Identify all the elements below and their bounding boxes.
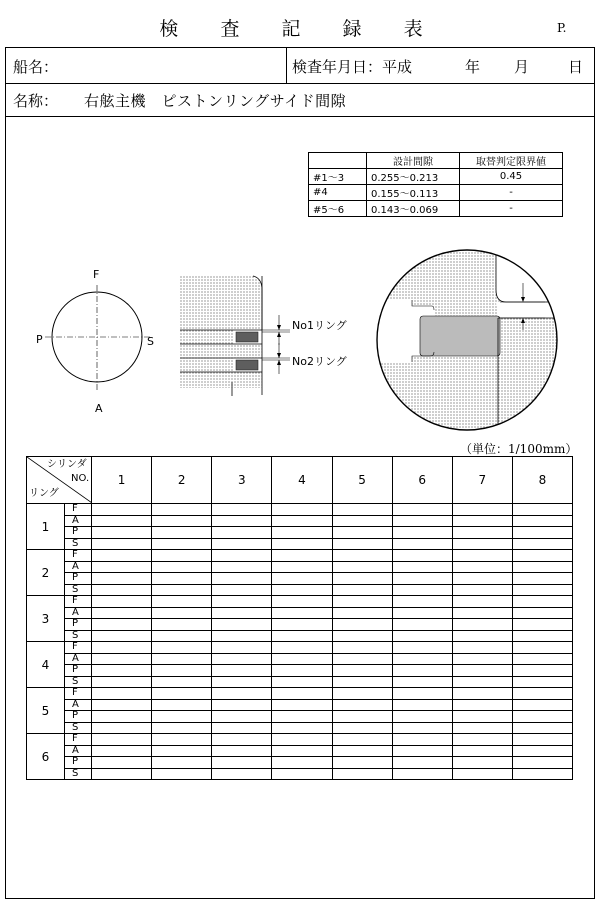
position-cell: A: [65, 515, 92, 527]
measurement-cell[interactable]: [512, 734, 572, 746]
measurement-cell[interactable]: [92, 688, 152, 700]
measurement-cell[interactable]: [332, 665, 392, 677]
measurement-cell[interactable]: [92, 550, 152, 562]
ring-number-cell: 1: [27, 504, 65, 550]
measurement-cell[interactable]: [512, 596, 572, 608]
measurement-cell[interactable]: [512, 699, 572, 711]
measurement-cell[interactable]: [452, 515, 512, 527]
measurement-cell[interactable]: [212, 653, 272, 665]
measurement-cell[interactable]: [212, 768, 272, 780]
ring-label: リング: [29, 488, 59, 499]
table-row: [27, 665, 573, 677]
ring-number-cell: 4: [27, 642, 65, 688]
measurement-cell[interactable]: [212, 642, 272, 654]
position-cell: P: [65, 665, 92, 677]
measurement-cell[interactable]: [392, 711, 452, 723]
position-cell: F: [65, 688, 92, 700]
measurement-cell[interactable]: [392, 630, 452, 642]
measurement-cell[interactable]: [392, 504, 452, 516]
table-row: [27, 561, 573, 573]
measurement-cell[interactable]: [272, 596, 332, 608]
measurement-cell[interactable]: [452, 665, 512, 677]
measurement-cell[interactable]: [332, 584, 392, 596]
measurement-cell[interactable]: [512, 504, 572, 516]
measurement-cell[interactable]: [92, 515, 152, 527]
measurement-cell[interactable]: [152, 745, 212, 757]
measurement-cell[interactable]: [332, 630, 392, 642]
measurement-cell[interactable]: [512, 676, 572, 688]
table-row: [27, 573, 573, 585]
measurement-cell[interactable]: [272, 607, 332, 619]
measurement-cell[interactable]: [212, 711, 272, 723]
measurement-cell[interactable]: [392, 619, 452, 631]
measurement-grid: [26, 456, 573, 780]
measurement-cell[interactable]: [212, 607, 272, 619]
measurement-cell[interactable]: [512, 619, 572, 631]
measurement-cell[interactable]: [92, 607, 152, 619]
measurement-cell[interactable]: [212, 561, 272, 573]
measurement-cell[interactable]: [452, 550, 512, 562]
measurement-cell[interactable]: [332, 699, 392, 711]
cylinder-header: 6: [392, 457, 452, 504]
measurement-cell[interactable]: [392, 561, 452, 573]
piston-ring-diagram: [0, 0, 600, 440]
measurement-cell[interactable]: [212, 515, 272, 527]
table-row: [27, 584, 573, 596]
measurement-cell[interactable]: [452, 596, 512, 608]
inspection-date-label: 検査年月日：平成: [292, 58, 413, 76]
name-value: 右舷主機 ピストンリングサイド間隙: [84, 92, 347, 110]
measurement-cell[interactable]: [452, 757, 512, 769]
table-row: [27, 699, 573, 711]
direction-starboard: S: [147, 335, 154, 348]
position-cell: P: [65, 711, 92, 723]
position-cell: P: [65, 619, 92, 631]
measurement-cell[interactable]: [332, 538, 392, 550]
table-row: [27, 607, 573, 619]
spec-cell: 0.143～0.069: [367, 201, 460, 217]
measurement-cell[interactable]: [332, 550, 392, 562]
measurement-cell[interactable]: [152, 676, 212, 688]
measurement-cell[interactable]: [92, 504, 152, 516]
measurement-cell[interactable]: [332, 607, 392, 619]
measurement-cell[interactable]: [212, 665, 272, 677]
measurement-cell[interactable]: [152, 722, 212, 734]
measurement-cell[interactable]: [92, 711, 152, 723]
measurement-cell[interactable]: [272, 630, 332, 642]
measurement-cell[interactable]: [212, 527, 272, 539]
unit-note: （単位：1/100mm）: [460, 442, 578, 456]
page-title: 検 査 記 録 表: [159, 18, 441, 40]
measurement-cell[interactable]: [212, 596, 272, 608]
position-cell: F: [65, 504, 92, 516]
position-cell: P: [65, 757, 92, 769]
table-row: [27, 550, 573, 562]
measurement-cell[interactable]: [512, 561, 572, 573]
measurement-cell[interactable]: [392, 538, 452, 550]
measurement-cell[interactable]: [392, 688, 452, 700]
measurement-cell[interactable]: [212, 619, 272, 631]
detail-magnified-view: [370, 240, 570, 440]
table-row: [27, 757, 573, 769]
cylinder-label: シリンダ: [47, 459, 87, 470]
measurement-cell[interactable]: [332, 642, 392, 654]
measurement-cell[interactable]: [452, 584, 512, 596]
measurement-cell[interactable]: [152, 653, 212, 665]
table-row: [27, 619, 573, 631]
measurement-cell[interactable]: [272, 573, 332, 585]
ring-number-cell: 2: [27, 550, 65, 596]
measurement-cell[interactable]: [392, 642, 452, 654]
ship-name-label: 船名：: [13, 58, 59, 76]
measurement-cell[interactable]: [512, 768, 572, 780]
measurement-cell[interactable]: [152, 630, 212, 642]
table-row: [27, 596, 573, 608]
measurement-cell[interactable]: [152, 550, 212, 562]
measurement-cell[interactable]: [512, 653, 572, 665]
measurement-cell[interactable]: [152, 757, 212, 769]
measurement-cell[interactable]: [92, 573, 152, 585]
cylinder-header: 3: [212, 457, 272, 504]
measurement-cell[interactable]: [272, 768, 332, 780]
direction-forward: F: [93, 268, 100, 281]
measurement-cell[interactable]: [152, 688, 212, 700]
position-cell: A: [65, 699, 92, 711]
measurement-cell[interactable]: [512, 584, 572, 596]
cylinder-header: 2: [152, 457, 212, 504]
measurement-cell[interactable]: [392, 653, 452, 665]
spec-cell: #4: [309, 185, 367, 201]
measurement-cell[interactable]: [152, 734, 212, 746]
measurement-cell[interactable]: [332, 711, 392, 723]
measurement-cell[interactable]: [152, 538, 212, 550]
measurement-cell[interactable]: [152, 515, 212, 527]
table-row: [27, 527, 573, 539]
measurement-cell[interactable]: [332, 722, 392, 734]
measurement-cell[interactable]: [452, 538, 512, 550]
year-unit: 年: [465, 58, 481, 76]
ring-cross-section: [180, 276, 290, 396]
measurement-cell[interactable]: [92, 768, 152, 780]
measurement-cell[interactable]: [272, 676, 332, 688]
position-cell: F: [65, 550, 92, 562]
table-row: [27, 711, 573, 723]
measurement-cell[interactable]: [92, 665, 152, 677]
measurement-cell[interactable]: [452, 619, 512, 631]
name-label: 名称：: [13, 92, 59, 110]
position-cell: S: [65, 538, 92, 550]
measurement-cell[interactable]: [92, 676, 152, 688]
measurement-cell[interactable]: [92, 584, 152, 596]
measurement-cell[interactable]: [212, 757, 272, 769]
cylinder-header: 7: [452, 457, 512, 504]
measurement-cell[interactable]: [212, 676, 272, 688]
measurement-cell[interactable]: [332, 619, 392, 631]
measurement-cell[interactable]: [92, 653, 152, 665]
ring-number-cell: 5: [27, 688, 65, 734]
direction-aft: A: [95, 402, 103, 415]
measurement-cell[interactable]: [272, 515, 332, 527]
measurement-cell[interactable]: [152, 665, 212, 677]
grid-corner-cell: [27, 457, 92, 504]
measurement-cell[interactable]: [512, 711, 572, 723]
measurement-cell[interactable]: [512, 550, 572, 562]
position-cell: S: [65, 676, 92, 688]
spec-cell: -: [460, 201, 563, 217]
measurement-cell[interactable]: [452, 642, 512, 654]
ring-number-cell: 6: [27, 734, 65, 780]
measurement-cell[interactable]: [212, 504, 272, 516]
table-row: [27, 642, 573, 654]
measurement-cell[interactable]: [212, 584, 272, 596]
measurement-cell[interactable]: [152, 504, 212, 516]
measurement-cell[interactable]: [392, 573, 452, 585]
spec-cell: #5～6: [309, 201, 367, 217]
spec-header: 取替判定限界値: [460, 153, 563, 169]
spec-cell: #1～3: [309, 169, 367, 185]
measurement-cell[interactable]: [272, 538, 332, 550]
position-cell: P: [65, 573, 92, 585]
no-label: NO.: [71, 473, 90, 484]
measurement-cell[interactable]: [452, 561, 512, 573]
table-row: [27, 734, 573, 746]
measurement-cell[interactable]: [332, 757, 392, 769]
measurement-cell[interactable]: [392, 757, 452, 769]
ring-number-cell: 3: [27, 596, 65, 642]
measurement-cell[interactable]: [92, 734, 152, 746]
measurement-cell[interactable]: [512, 515, 572, 527]
measurement-cell[interactable]: [512, 538, 572, 550]
table-row: [27, 630, 573, 642]
position-cell: F: [65, 596, 92, 608]
position-cell: A: [65, 607, 92, 619]
measurement-cell[interactable]: [392, 676, 452, 688]
measurement-cell[interactable]: [212, 538, 272, 550]
month-unit: 月: [514, 58, 530, 76]
table-row: [27, 722, 573, 734]
measurement-cell[interactable]: [152, 584, 212, 596]
measurement-cell[interactable]: [452, 711, 512, 723]
measurement-cell[interactable]: [212, 550, 272, 562]
measurement-cell[interactable]: [152, 596, 212, 608]
measurement-cell[interactable]: [512, 688, 572, 700]
measurement-cell[interactable]: [152, 619, 212, 631]
measurement-cell[interactable]: [152, 768, 212, 780]
measurement-cell[interactable]: [272, 665, 332, 677]
measurement-cell[interactable]: [152, 699, 212, 711]
measurement-cell[interactable]: [332, 573, 392, 585]
measurement-cell[interactable]: [152, 573, 212, 585]
measurement-cell[interactable]: [452, 573, 512, 585]
measurement-cell[interactable]: [452, 688, 512, 700]
measurement-cell[interactable]: [392, 768, 452, 780]
measurement-cell[interactable]: [332, 561, 392, 573]
measurement-cell[interactable]: [452, 527, 512, 539]
measurement-cell[interactable]: [332, 676, 392, 688]
measurement-cell[interactable]: [92, 630, 152, 642]
page-number-label: P.: [557, 21, 567, 35]
measurement-cell[interactable]: [452, 734, 512, 746]
measurement-cell[interactable]: [512, 745, 572, 757]
measurement-cell[interactable]: [212, 734, 272, 746]
measurement-cell[interactable]: [392, 722, 452, 734]
spec-cell: 0.155～0.113: [367, 185, 460, 201]
measurement-cell[interactable]: [92, 642, 152, 654]
measurement-cell[interactable]: [332, 734, 392, 746]
measurement-cell[interactable]: [272, 699, 332, 711]
measurement-cell[interactable]: [452, 630, 512, 642]
measurement-cell[interactable]: [152, 642, 212, 654]
position-cell: S: [65, 584, 92, 596]
measurement-cell[interactable]: [452, 768, 512, 780]
measurement-cell[interactable]: [92, 538, 152, 550]
measurement-cell[interactable]: [272, 527, 332, 539]
table-row: [27, 504, 573, 516]
measurement-cell[interactable]: [332, 596, 392, 608]
measurement-cell[interactable]: [152, 527, 212, 539]
measurement-cell[interactable]: [452, 676, 512, 688]
measurement-cell[interactable]: [452, 504, 512, 516]
measurement-cell[interactable]: [272, 711, 332, 723]
measurement-cell[interactable]: [332, 527, 392, 539]
measurement-cell[interactable]: [212, 630, 272, 642]
measurement-cell[interactable]: [272, 734, 332, 746]
measurement-cell[interactable]: [332, 745, 392, 757]
measurement-cell[interactable]: [332, 768, 392, 780]
measurement-cell[interactable]: [152, 711, 212, 723]
measurement-cell[interactable]: [92, 619, 152, 631]
measurement-cell[interactable]: [392, 515, 452, 527]
table-row: [27, 653, 573, 665]
measurement-cell[interactable]: [452, 699, 512, 711]
position-cell: S: [65, 630, 92, 642]
measurement-cell[interactable]: [92, 745, 152, 757]
measurement-cell[interactable]: [392, 584, 452, 596]
table-row: [27, 688, 573, 700]
measurement-cell[interactable]: [512, 527, 572, 539]
table-row: [27, 538, 573, 550]
measurement-cell[interactable]: [452, 722, 512, 734]
table-row: [27, 515, 573, 527]
measurement-cell[interactable]: [92, 757, 152, 769]
measurement-cell[interactable]: [92, 596, 152, 608]
measurement-cell[interactable]: [392, 607, 452, 619]
position-cell: S: [65, 768, 92, 780]
measurement-cell[interactable]: [512, 757, 572, 769]
position-cell: A: [65, 561, 92, 573]
position-cell: A: [65, 745, 92, 757]
measurement-cell[interactable]: [212, 722, 272, 734]
measurement-cell[interactable]: [272, 561, 332, 573]
measurement-cell[interactable]: [272, 722, 332, 734]
measurement-cell[interactable]: [272, 757, 332, 769]
measurement-cell[interactable]: [212, 688, 272, 700]
position-cell: A: [65, 653, 92, 665]
measurement-cell[interactable]: [512, 607, 572, 619]
position-cell: S: [65, 722, 92, 734]
measurement-cell[interactable]: [212, 573, 272, 585]
cylinder-header: 5: [332, 457, 392, 504]
cylinder-header: 4: [272, 457, 332, 504]
measurement-cell[interactable]: [152, 561, 212, 573]
measurement-cell[interactable]: [332, 504, 392, 516]
measurement-cell[interactable]: [152, 607, 212, 619]
measurement-cell[interactable]: [272, 745, 332, 757]
orientation-circle: [45, 285, 150, 390]
position-cell: P: [65, 527, 92, 539]
spec-header: 設計間隙: [367, 153, 460, 169]
measurement-cell[interactable]: [392, 734, 452, 746]
measurement-cell[interactable]: [392, 596, 452, 608]
measurement-cell[interactable]: [92, 561, 152, 573]
spec-cell: -: [460, 185, 563, 201]
measurement-cell[interactable]: [332, 688, 392, 700]
measurement-cell[interactable]: [392, 745, 452, 757]
measurement-cell[interactable]: [272, 550, 332, 562]
measurement-cell[interactable]: [272, 642, 332, 654]
measurement-cell[interactable]: [512, 630, 572, 642]
measurement-cell[interactable]: [392, 699, 452, 711]
measurement-cell[interactable]: [272, 504, 332, 516]
measurement-cell[interactable]: [92, 722, 152, 734]
direction-port: P: [36, 333, 43, 346]
measurement-cell[interactable]: [332, 653, 392, 665]
measurement-cell[interactable]: [272, 584, 332, 596]
measurement-cell[interactable]: [212, 699, 272, 711]
measurement-cell[interactable]: [512, 665, 572, 677]
grid-header-row: [27, 457, 573, 504]
measurement-cell[interactable]: [452, 607, 512, 619]
measurement-cell[interactable]: [92, 699, 152, 711]
measurement-cell[interactable]: [332, 515, 392, 527]
measurement-cell[interactable]: [92, 527, 152, 539]
position-cell: F: [65, 734, 92, 746]
measurement-cell[interactable]: [392, 550, 452, 562]
measurement-cell[interactable]: [512, 722, 572, 734]
measurement-cell[interactable]: [452, 653, 512, 665]
measurement-cell[interactable]: [212, 745, 272, 757]
measurement-cell[interactable]: [392, 665, 452, 677]
position-cell: F: [65, 642, 92, 654]
table-row: [27, 676, 573, 688]
spec-cell: 0.45: [460, 169, 563, 185]
measurement-cell[interactable]: [272, 688, 332, 700]
spec-cell: 0.255～0.213: [367, 169, 460, 185]
measurement-cell[interactable]: [512, 573, 572, 585]
measurement-cell[interactable]: [272, 653, 332, 665]
measurement-cell[interactable]: [512, 642, 572, 654]
measurement-cell[interactable]: [392, 527, 452, 539]
ring1-label: No1リング: [292, 319, 347, 332]
table-row: [27, 768, 573, 780]
cylinder-header: 8: [512, 457, 572, 504]
measurement-cell[interactable]: [272, 619, 332, 631]
ring2-label: No2リング: [292, 355, 347, 368]
measurement-cell[interactable]: [452, 745, 512, 757]
day-unit: 日: [568, 58, 584, 76]
cylinder-header: 1: [92, 457, 152, 504]
table-row: [27, 745, 573, 757]
